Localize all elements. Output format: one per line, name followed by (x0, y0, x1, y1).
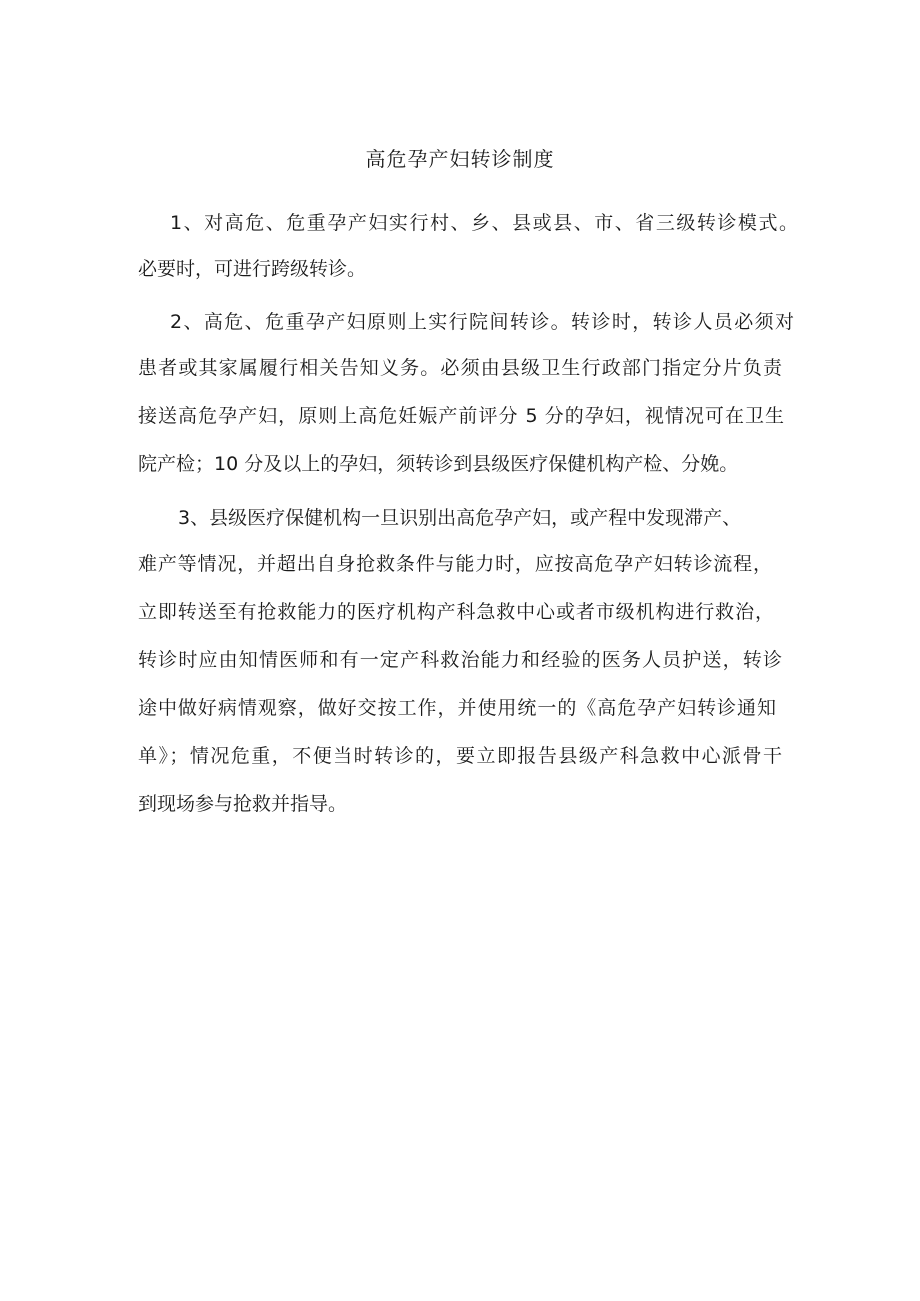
paragraph-2-line-3: 接送高危孕产妇，原则上高危妊娠产前评分 5 分的孕妇，视情况可在卫生 (138, 405, 784, 427)
paragraph-1-line-2: 必要时，可进行跨级转诊。 (138, 258, 367, 280)
paragraph-3-line-1: 3、县级医疗保健机构一旦识别出高危孕产妇，或产程中发现滞产、 (178, 507, 742, 529)
paragraph-3-line-5: 途中做好病情观察，做好交按工作，并使用统一的《高危孕产妇转诊通知 (138, 697, 776, 719)
paragraph-3-line-4: 转诊时应由知情医师和有一定产科救治能力和经验的医务人员护送，转诊 (138, 649, 782, 671)
paragraph-3-line-6: 单》；情况危重，不便当时转诊的，要立即报告县级产科急救中心派骨干 (138, 745, 782, 767)
paragraph-2-line-1: 2、高危、危重孕产妇原则上实行院间转诊。转诊时，转诊人员必须对 (170, 311, 794, 333)
paragraph-2-line-2: 患者或其家属履行相关告知义务。必须由县级卫生行政部门指定分片负责 (138, 357, 782, 379)
paragraph-2-line-4: 院产检；10 分及以上的孕妇，须转诊到县级医疗保健机构产检、分娩。 (138, 453, 739, 475)
paragraph-3-line-2: 难产等情况，并超出自身抢救条件与能力时，应按高危孕产妇转诊流程， (138, 553, 772, 575)
paragraph-1-line-1: 1、对高危、危重孕产妇实行村、乡、县或县、市、省三级转诊模式。 (170, 212, 798, 234)
paragraph-3-line-3: 立即转送至有抢救能力的医疗机构产科急救中心或者市级机构进行救治， (138, 601, 774, 623)
page-title: 高危孕产妇转诊制度 (365, 147, 555, 171)
paragraph-3-line-7: 到现场参与抢救并指导。 (138, 793, 348, 815)
